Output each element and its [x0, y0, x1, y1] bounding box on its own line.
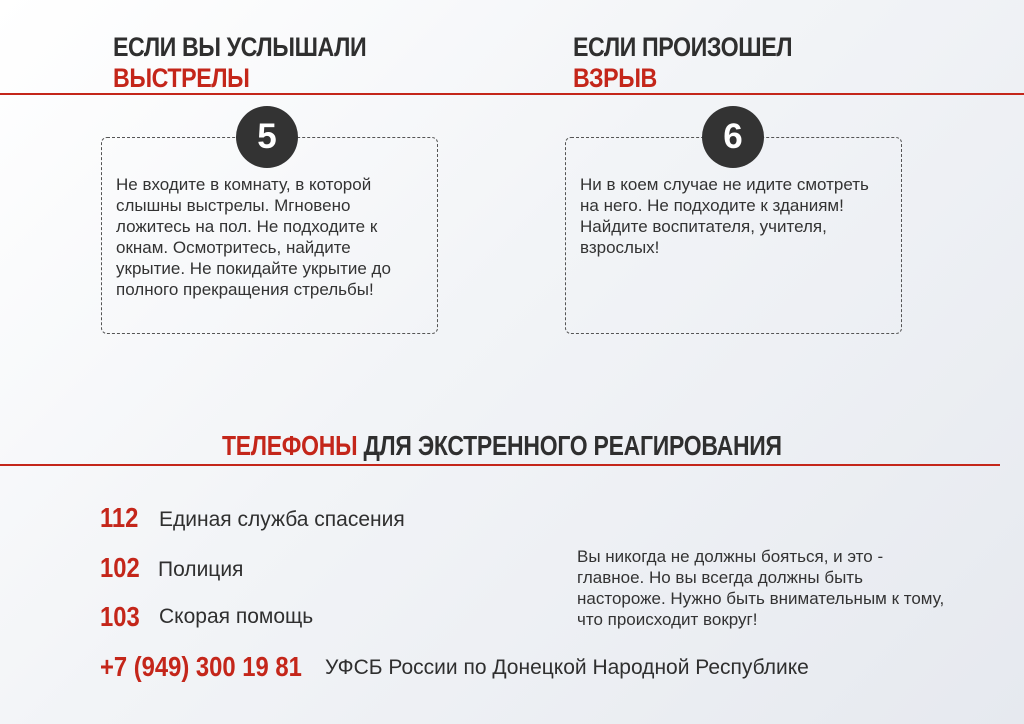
explosion-heading-line1: ЕСЛИ ПРОИЗОШЕЛ — [573, 32, 793, 62]
step-badge-5: 5 — [236, 106, 298, 168]
shots-heading-line1: ЕСЛИ ВЫ УСЛЫШАЛИ — [113, 32, 367, 62]
explosion-text: Ни в коем случае не идите смотреть на него. Не подходите к зданиям! Найдите воспитателя, учителя, взрослых! — [580, 175, 869, 257]
phone-number: 103 — [100, 601, 140, 632]
phone-label: Полиция — [158, 558, 244, 581]
phone-number-102 — [100, 552, 147, 584]
explosion-heading-line2: ВЗРЫВ — [573, 63, 657, 93]
phones-divider — [0, 464, 1000, 466]
phone-label: УФСБ России по Донецкой Народной Республике — [325, 656, 809, 679]
phone-number-112 — [100, 502, 145, 534]
explosion-heading — [573, 32, 792, 94]
phone-number: +7 (949) 300 19 81 — [100, 651, 302, 682]
phone-number: 102 — [100, 552, 140, 583]
phone-label: Единая служба спасения — [159, 508, 405, 531]
phones-title-dark: ДЛЯ ЭКСТРЕННОГО РЕАГИРОВАНИЯ — [363, 430, 782, 461]
phone-number-fsb — [100, 651, 337, 683]
advice-note: Вы никогда не должны бояться, и это - главное. Но вы всегда должны быть настороже. Нужно быть внимательным к тому, что происходит вокруг! — [577, 547, 945, 629]
phone-number: 112 — [100, 502, 139, 533]
phones-title — [222, 430, 782, 462]
shots-text: Не входите в комнату, в которой слышны выстрелы. Мгновено ложитесь на пол. Не подходите к окнам. Осмотритесь, найдите укрытие. Не покидайте укрытие до полного прекращения стрельбы! — [116, 175, 391, 299]
shots-heading — [113, 32, 366, 94]
shots-heading-line2: ВЫСТРЕЛЫ — [113, 63, 250, 93]
phones-title-red: ТЕЛЕФОНЫ — [222, 430, 358, 461]
step-badge-6: 6 — [702, 106, 764, 168]
phone-number-103 — [100, 601, 147, 633]
phone-label: Скорая помощь — [159, 605, 314, 628]
top-divider — [0, 93, 1024, 95]
